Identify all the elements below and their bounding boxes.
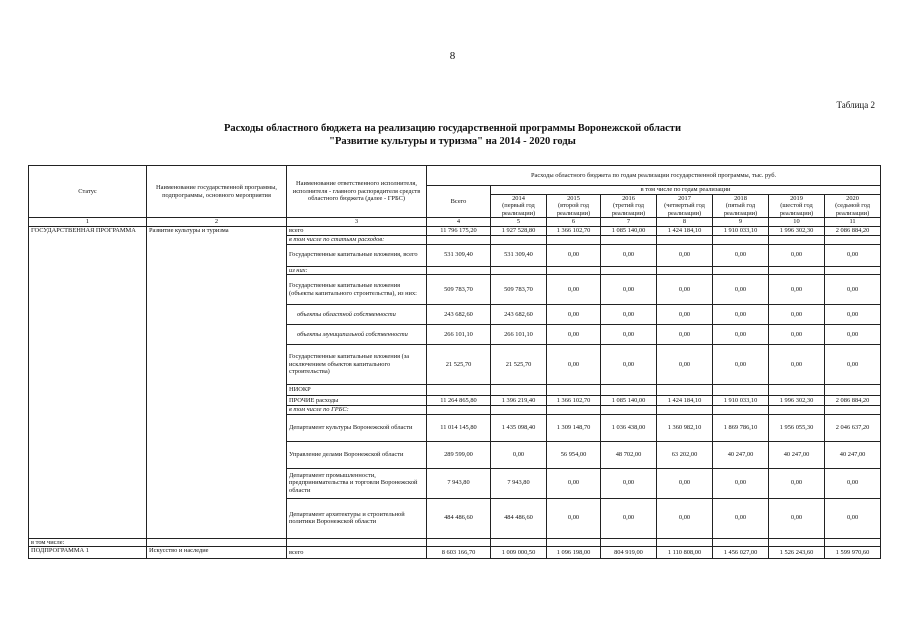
value-cell [427, 385, 491, 396]
value-cell: 1 309 148,70 [547, 414, 601, 441]
value-cell: 0,00 [601, 305, 657, 325]
value-cell: 0,00 [601, 345, 657, 385]
value-cell: 1 110 808,00 [657, 547, 713, 559]
value-cell: 7 943,80 [491, 468, 547, 498]
value-cell [547, 406, 601, 415]
value-cell [769, 406, 825, 415]
budget-table [28, 165, 881, 559]
value-cell [657, 406, 713, 415]
value-cell: 509 783,70 [427, 275, 491, 305]
value-cell: 1 435 098,40 [491, 414, 547, 441]
table-label: Таблица 2 [836, 100, 875, 110]
value-cell: 21 525,70 [427, 345, 491, 385]
value-cell: 8 603 166,70 [427, 547, 491, 559]
document-title [0, 122, 905, 148]
header-expenses: Расходы областного бюджета по годам реализации государственной программы, тыс. руб. [427, 166, 881, 186]
year-label: 2014 [512, 194, 525, 202]
value-cell [713, 266, 769, 275]
value-cell: 243 682,60 [491, 305, 547, 325]
value-cell: 0,00 [825, 305, 881, 325]
row-label: Государственные капитальные вложения (за исключением объектов капитального строительства) [287, 345, 427, 385]
column-number: 10 [769, 218, 825, 227]
value-cell: 11 796 175,20 [427, 227, 491, 236]
column-number: 5 [491, 218, 547, 227]
value-cell: 0,00 [657, 498, 713, 538]
column-number: 9 [713, 218, 769, 227]
header-year-2017 [657, 194, 713, 218]
value-cell: 0,00 [825, 244, 881, 266]
value-cell: 0,00 [769, 325, 825, 345]
empty-cell [547, 538, 601, 547]
title-line-2: "Развитие культуры и туризма" на 2014 - 2020 годы [329, 136, 576, 147]
value-cell: 0,00 [769, 244, 825, 266]
value-cell: 1 424 184,10 [657, 396, 713, 406]
value-cell: 0,00 [713, 244, 769, 266]
row-label: Департамент архитектуры и строительной политики Воронежской области [287, 498, 427, 538]
row-label: в том числе по статьям расходов: [287, 235, 427, 244]
value-cell: 0,00 [601, 325, 657, 345]
value-cell: 1 456 027,00 [713, 547, 769, 559]
value-cell: 0,00 [657, 244, 713, 266]
value-cell: 1 366 102,70 [547, 227, 601, 236]
header-executor: Наименование ответственного исполнителя, исполнителя - главного распорядителя средств областного бюджета (далее - ГРБС) [287, 166, 427, 218]
subprogram-status: ПОДПРОГРАММА 1 [29, 547, 147, 559]
value-cell: 0,00 [825, 468, 881, 498]
value-cell: 63 202,00 [657, 441, 713, 468]
value-cell [547, 266, 601, 275]
row-label: Департамент культуры Воронежской области [287, 414, 427, 441]
value-cell: 7 943,80 [427, 468, 491, 498]
value-cell: 1 085 140,00 [601, 396, 657, 406]
empty-cell [825, 538, 881, 547]
value-cell [601, 385, 657, 396]
value-cell: 0,00 [713, 468, 769, 498]
program-status: ГОСУДАРСТВЕННАЯ ПРОГРАММА [29, 227, 147, 538]
value-cell: 0,00 [713, 345, 769, 385]
value-cell [713, 235, 769, 244]
column-number: 2 [147, 218, 287, 227]
row-label: в том числе по ГРБС: [287, 406, 427, 415]
row-label: Управление делами Воронежской области [287, 441, 427, 468]
value-cell: 243 682,60 [427, 305, 491, 325]
value-cell: 0,00 [491, 441, 547, 468]
value-cell: 0,00 [657, 275, 713, 305]
value-cell: 1 956 055,30 [769, 414, 825, 441]
value-cell [491, 385, 547, 396]
empty-cell [287, 538, 427, 547]
value-cell: 1 996 302,30 [769, 396, 825, 406]
including-row [29, 538, 881, 547]
value-cell: 266 101,10 [427, 325, 491, 345]
value-cell: 1 360 982,10 [657, 414, 713, 441]
value-cell: 0,00 [547, 275, 601, 305]
column-number: 3 [287, 218, 427, 227]
year-label: 2015 [567, 194, 580, 202]
year-note: (четвертый год реализации) [664, 202, 705, 217]
value-cell: 1 036 438,00 [601, 414, 657, 441]
column-number: 4 [427, 218, 491, 227]
year-note: (второй год реализации) [556, 202, 591, 217]
header-name: Наименование государственной программы, подпрограммы, основного мероприятия [147, 166, 287, 218]
row-label: всего [287, 227, 427, 236]
value-cell: 0,00 [547, 345, 601, 385]
empty-cell [657, 538, 713, 547]
value-cell: 1 996 302,30 [769, 227, 825, 236]
header-including: в том числе по годам реализации [491, 186, 881, 195]
value-cell: 289 599,00 [427, 441, 491, 468]
value-cell: 0,00 [769, 305, 825, 325]
value-cell: 0,00 [547, 244, 601, 266]
program-name: Развитие культуры и туризма [147, 227, 287, 538]
header-year-2018 [713, 194, 769, 218]
value-cell [547, 235, 601, 244]
value-cell: 0,00 [713, 275, 769, 305]
value-cell [601, 235, 657, 244]
value-cell: 0,00 [825, 325, 881, 345]
value-cell: 0,00 [657, 305, 713, 325]
value-cell: 0,00 [825, 275, 881, 305]
value-cell: 0,00 [769, 468, 825, 498]
header-year-2015 [547, 194, 601, 218]
page-number: 8 [449, 50, 456, 62]
value-cell: 0,00 [657, 468, 713, 498]
row-label: Государственные капитальные вложения, всего [287, 244, 427, 266]
value-cell: 11 264 865,80 [427, 396, 491, 406]
value-cell: 1 526 243,60 [769, 547, 825, 559]
value-cell [427, 406, 491, 415]
value-cell: 509 783,70 [491, 275, 547, 305]
value-cell: 11 014 145,80 [427, 414, 491, 441]
column-number: 8 [657, 218, 713, 227]
value-cell: 56 954,00 [547, 441, 601, 468]
year-label: 2019 [790, 194, 803, 202]
value-cell [427, 266, 491, 275]
year-note: (шестой год реализации) [779, 202, 814, 217]
value-cell: 1 096 198,00 [547, 547, 601, 559]
value-cell: 266 101,10 [491, 325, 547, 345]
value-cell: 0,00 [769, 498, 825, 538]
value-cell: 0,00 [769, 345, 825, 385]
year-note: (первый год реализации) [501, 202, 536, 217]
empty-cell [427, 538, 491, 547]
value-cell [491, 266, 547, 275]
value-cell [713, 406, 769, 415]
value-cell: 1 085 140,00 [601, 227, 657, 236]
value-cell: 1 396 219,40 [491, 396, 547, 406]
value-cell: 1 927 528,80 [491, 227, 547, 236]
value-cell: 2 046 637,20 [825, 414, 881, 441]
row-label: объекты областной собственности [287, 305, 427, 325]
value-cell: 0,00 [601, 275, 657, 305]
value-cell: 0,00 [601, 468, 657, 498]
row-label: НИОКР [287, 385, 427, 396]
row-label: ПРОЧИЕ расходы [287, 396, 427, 406]
table-row [29, 227, 881, 236]
column-number: 6 [547, 218, 601, 227]
header-year-2014 [491, 194, 547, 218]
header-year-2019 [769, 194, 825, 218]
value-cell: 0,00 [657, 345, 713, 385]
value-cell: 0,00 [713, 498, 769, 538]
value-cell: 1 599 970,60 [825, 547, 881, 559]
value-cell [601, 406, 657, 415]
including-label: в том числе: [29, 538, 147, 547]
value-cell [713, 385, 769, 396]
empty-cell [147, 538, 287, 547]
value-cell: 0,00 [601, 498, 657, 538]
year-note: (пятый год реализации) [723, 202, 758, 217]
value-cell: 0,00 [547, 305, 601, 325]
year-label: 2020 [846, 194, 859, 202]
subprogram-row [29, 547, 881, 559]
value-cell: 531 309,40 [491, 244, 547, 266]
value-cell: 40 247,00 [825, 441, 881, 468]
value-cell: 484 486,60 [427, 498, 491, 538]
value-cell: 531 309,40 [427, 244, 491, 266]
value-cell [491, 406, 547, 415]
value-cell: 0,00 [713, 305, 769, 325]
header-year-2016 [601, 194, 657, 218]
header-year-2020 [825, 194, 881, 218]
value-cell [825, 266, 881, 275]
value-cell [769, 385, 825, 396]
value-cell: 0,00 [547, 498, 601, 538]
year-label: 2016 [622, 194, 635, 202]
empty-cell [491, 538, 547, 547]
value-cell: 0,00 [601, 244, 657, 266]
value-cell [547, 385, 601, 396]
value-cell: 0,00 [713, 325, 769, 345]
value-cell: 804 919,00 [601, 547, 657, 559]
value-cell [825, 385, 881, 396]
value-cell [769, 266, 825, 275]
subprogram-name: Искусство и наследие [147, 547, 287, 559]
column-number: 7 [601, 218, 657, 227]
value-cell [825, 406, 881, 415]
value-cell: 40 247,00 [713, 441, 769, 468]
value-cell: 2 086 884,20 [825, 227, 881, 236]
value-cell [769, 235, 825, 244]
value-cell: 48 702,00 [601, 441, 657, 468]
value-cell [825, 235, 881, 244]
value-cell: 0,00 [825, 498, 881, 538]
year-note: (третий год реализации) [611, 202, 646, 217]
value-cell: 2 086 884,20 [825, 396, 881, 406]
value-cell [427, 235, 491, 244]
year-note: (седьмой год реализации) [835, 202, 871, 217]
header-status: Статус [29, 166, 147, 218]
value-cell: 1 424 184,10 [657, 227, 713, 236]
header-total: Всего [427, 186, 491, 218]
row-label: из них: [287, 266, 427, 275]
empty-cell [713, 538, 769, 547]
column-number: 1 [29, 218, 147, 227]
title-line-1: Расходы областного бюджета на реализацию государственной программы Воронежской области [224, 123, 681, 134]
value-cell: 0,00 [547, 325, 601, 345]
row-label: Департамент промышленности, предпринимательства и торговли Воронежской области [287, 468, 427, 498]
value-cell [491, 235, 547, 244]
value-cell: 0,00 [825, 345, 881, 385]
value-cell: 21 525,70 [491, 345, 547, 385]
value-cell: 1 910 033,10 [713, 227, 769, 236]
empty-cell [601, 538, 657, 547]
year-label: 2018 [734, 194, 747, 202]
value-cell: 0,00 [657, 325, 713, 345]
value-cell [601, 266, 657, 275]
value-cell [657, 266, 713, 275]
value-cell: 0,00 [547, 468, 601, 498]
value-cell [657, 385, 713, 396]
value-cell [657, 235, 713, 244]
value-cell: 1 009 000,50 [491, 547, 547, 559]
value-cell: 1 366 102,70 [547, 396, 601, 406]
year-label: 2017 [678, 194, 691, 202]
row-label: Государственные капитальные вложения (объекты капитального строительства), из них: [287, 275, 427, 305]
value-cell: 0,00 [769, 275, 825, 305]
value-cell: 1 910 033,10 [713, 396, 769, 406]
empty-cell [769, 538, 825, 547]
value-cell: 484 486,60 [491, 498, 547, 538]
value-cell: 1 869 786,10 [713, 414, 769, 441]
value-cell: 40 247,00 [769, 441, 825, 468]
subprogram-label: всего [287, 547, 427, 559]
column-number: 11 [825, 218, 881, 227]
row-label: объекты муниципальной собственности [287, 325, 427, 345]
